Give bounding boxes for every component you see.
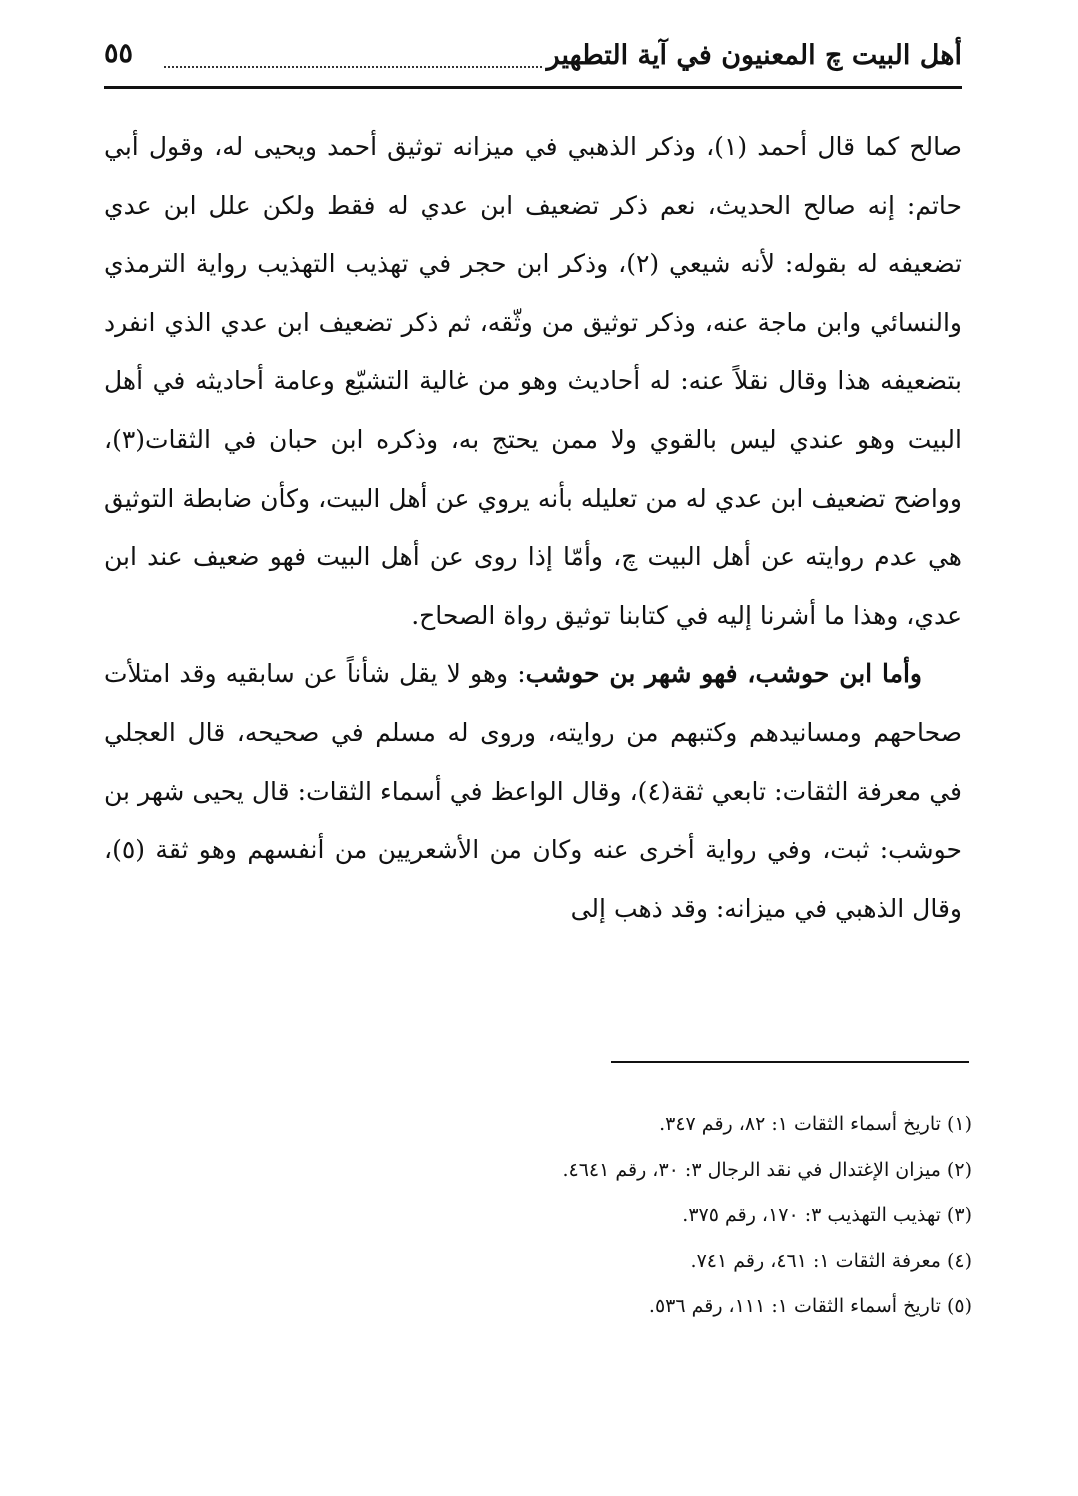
- running-header: [104, 36, 962, 86]
- footnote-1: (١) تاريخ أسماء الثقات ١: ٨٢، رقم ٣٤٧.: [659, 1113, 972, 1135]
- main-text: [104, 118, 962, 938]
- paragraph-1-text: صالح كما قال أحمد (١)، وذكر الذهبي في ميزانه توثيق أحمد ويحيى له، وقول أبي حاتم: إنه صالح الحديث، نعم ذكر تضعيف ابن عدي له فقط ولكن علل ابن عدي تضعيفه له بقوله: لأنه شيعي (٢)، وذكر ابن حجر في تهذيب التهذيب رواية الترمذي والنسائي وابن ماجة عنه، وذكر توثيق من وثّقه، ثم ذكر تضعيف ابن عدي الذي انفرد بتضعيفه هذا وقال نقلاً عنه: له أحاديث وهو من غالية التشيّع وعامة أحاديثه في أهل البيت وهو عندي ليس بالقوي ولا ممن يحتج به، وذكره ابن حبان في الثقات(٣)، وواضح تضعيف ابن عدي له من تعليله بأنه يروي عن أهل البيت، وكأن ضابطة التوثيق هي عدم روايته عن أهل البيت ﭺ، وأمّا إذا روى عن أهل البيت فهو ضعيف عند ابن عدي، وهذا ما أشرنا إليه في كتابنا توثيق رواة الصحاح.: [104, 132, 962, 630]
- footnote-4: (٤) معرفة الثقات ١: ٤٦١، رقم ٧٤١.: [690, 1249, 972, 1272]
- paragraph-1: [104, 118, 962, 645]
- paragraph-2: [104, 645, 962, 938]
- footnote-separator: [611, 1061, 969, 1063]
- footnote-5: (٥) تاريخ أسماء الثقات ١: ١١١، رقم ٥٣٦.: [648, 1295, 972, 1317]
- footnotes: [104, 1102, 972, 1330]
- page-number: ٥٥: [104, 38, 134, 69]
- header-dot-leader: [164, 66, 542, 68]
- footnote-2: (٢) ميزان الإغتدال في نقد الرجال ٣: ٣٠، رقم ٤٦٤١.: [562, 1158, 972, 1181]
- header-rule: [104, 86, 962, 89]
- header-title: أهل البيت ﭺ المعنيون في آية التطهير: [546, 40, 962, 71]
- paragraph-2-lead: وأما ابن حوشب،: [737, 659, 922, 689]
- footnote-3: (٣) تهذيب التهذيب ٣: ١٧٠، رقم ٣٧٥.: [682, 1204, 972, 1226]
- paragraph-2-bold-name: فهو شهر بن حوشب: [525, 659, 738, 689]
- paragraph-2-text: : وهو لا يقل شأناً عن سابقيه وقد امتلأت صحاحهم ومسانيدهم وكتبهم من روايته، وروى له مسلم في صحيحه، قال العجلي في معرفة الثقات: تابعي ثقة(٤)، وقال الواعظ في أسماء الثقات: قال يحيى شهر بن حوشب: ثبت، وفي رواية أخرى عنه وكان من الأشعريين من أنفسهم وهو ثقة (٥)، وقال الذهبي في ميزانه: وقد ذهب إلى: [104, 659, 962, 923]
